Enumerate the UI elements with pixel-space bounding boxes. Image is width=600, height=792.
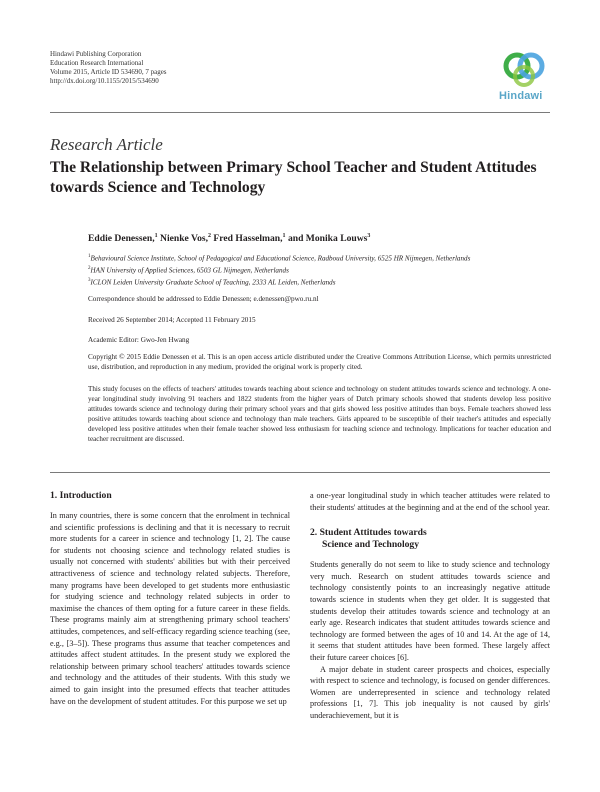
continuation-paragraph: a one-year longitudinal study in which teacher attitudes were related to their students' attitudes at the beginning and at the end of the school year. (310, 491, 550, 512)
correspondence: Correspondence should be addressed to Eddie Denessen; e.denessen@pwo.ru.nl (88, 295, 319, 303)
affiliation-2-text: HAN University of Applied Sciences, 6503 GL Nijmegen, Netherlands (90, 266, 289, 275)
affiliation-1-sup: 1 (88, 254, 91, 259)
column-right (310, 490, 550, 722)
author-list (88, 233, 370, 244)
paper-title: The Relationship between Primary School Teacher and Student Attitudes towards Science and Technology (50, 159, 537, 196)
volume-info: Volume 2015, Article ID 534690, 7 pages (50, 68, 167, 76)
abstract-rule (50, 472, 550, 473)
section2-paragraph-2: A major debate in student career prospects and choices, especially with respect to science and technology, is focused on gender differences. Women are underrepresented in science and technology related professions [1, 7]. This job inequality is not caused by girls' underachievement, but it is (310, 664, 550, 720)
section-heading-introduction: 1. Introduction (50, 490, 112, 501)
received-dates: Received 26 September 2014; Accepted 11 February 2015 (88, 316, 256, 324)
academic-editor: Academic Editor: Gwo-Jen Hwang (88, 336, 190, 344)
article-type: Research Article (50, 135, 163, 154)
section-heading-line-1: 2. Student Attitudes towards (310, 527, 427, 539)
logo-text: Hindawi (499, 90, 543, 102)
author-4: and Monika Louws (285, 233, 368, 245)
introduction-paragraph: In many countries, there is some concern that the enrolment in technical and scientific professions is declining and that it is necessary to recruit more students for a career in science and technology [1, 2]. The cause for students not choosing science and technology related studies is usually not concerned with students' abilities but with their perceived attractiveness of science and technology related subjects. Therefore, many programs have been developed to get students more enthusiastic for studying science and technology related subjects in order to maximise the chances of them opting for a future career in these fields. These programs mainly aim at strengthening primary school teachers' attitudes, competences, and self-efficacy regarding science teaching (see, e.g., [3–5]). These programs thus assume that teacher competences and attitudes affect student attitudes. In the present study we explored the relationship between primary school teachers' attitudes towards science and technology and the attitudes of their students. With this study we aimed to gain insight into the presumed effects that teacher attitudes have on the development of student attitudes. For this purpose we set up (50, 511, 290, 706)
author-3-sup: 1 (282, 233, 286, 239)
affiliation-2-sup: 2 (88, 265, 91, 271)
affiliation-1-text: Behavioural Science Institute, School of Pedagogical and Educational Science, Radboud University, 6525 HR Nijmegen, Netherlands (90, 254, 471, 263)
author-4-sup: 3 (367, 233, 371, 239)
author-3: Fred Hasselman, (211, 233, 283, 245)
section-heading-student-attitudes (310, 527, 550, 551)
author-1-sup: 1 (154, 233, 158, 239)
affiliation-3 (88, 276, 470, 288)
column-left (50, 490, 290, 707)
affiliation-2 (88, 264, 470, 276)
author-1: Eddie Denessen, (88, 233, 155, 245)
copyright-notice: Copyright © 2015 Eddie Denessen et al. This is an open access article distributed under the Creative Commons Attribution License, which permits unrestricted use, distribution, and reproduction in any medium, provided the original work is properly cited. (88, 353, 551, 372)
section-heading-line-2: Science and Technology (322, 539, 420, 551)
affiliation-3-sup: 3 (88, 277, 91, 283)
author-2-sup: 2 (208, 233, 212, 239)
affiliation-3-text: ICLON Leiden University Graduate School of Teaching, 2333 AL Leiden, Netherlands (90, 278, 336, 287)
author-2: Nienke Vos, (157, 233, 209, 245)
abstract: This study focuses on the effects of teachers' attitudes towards teaching about science and technology on student attitudes towards science and technology. A one-year longitudinal study involving 91 teachers and 1822 students from the higher years of Dutch primary schools showed that students develop less positive attitudes towards science and technology during their primary school years and that girls showed less positive attitudes than boys. Female teachers showed less positive attitudes towards teaching about science and technology than male teachers. Girls appeared to be susceptible of their teacher's attitudes and especially developed less positive attitudes when their female teacher showed less enthusiasm for teaching science and technology. Implications for teacher education and teacher recruitment are discussed. (88, 385, 551, 444)
header-rule (50, 112, 550, 113)
publisher-name: Hindawi Publishing Corporation (50, 50, 142, 58)
affiliations (88, 252, 470, 288)
journal-info (50, 50, 167, 86)
section2-paragraph-1: Students generally do not seem to like to study science and technology very much. Research on student attitudes towards science and technology consistently points to an increasingly negative attitude towards science in students when they get older. It is suggested that students develop their attitudes towards science and technology at an early age. Research indicates that student attitudes towards science and technology are formed between the ages of 10 and 14. At the age of 14, it seems that student attitudes have been formed. These largely affect their future career choices [6]. (310, 560, 550, 662)
journal-name: Education Research International (50, 59, 144, 67)
affiliation-1 (88, 252, 470, 264)
doi-link[interactable]: http://dx.doi.org/10.1155/2015/534690 (50, 77, 159, 85)
